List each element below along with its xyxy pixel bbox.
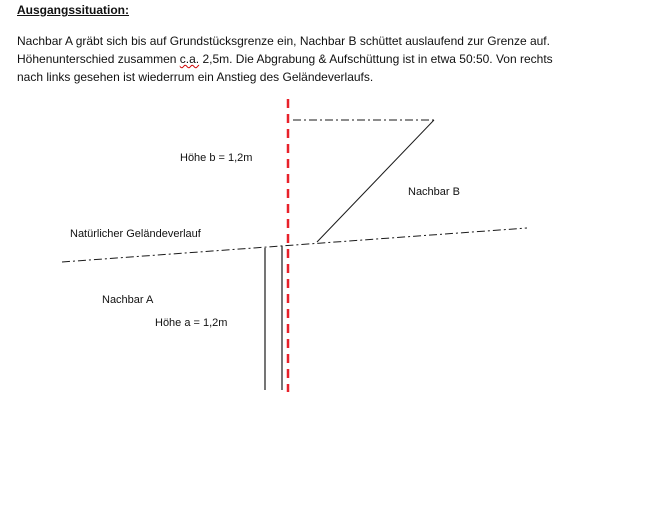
label-height-b: Höhe b = 1,2m — [180, 152, 253, 164]
description-line-2-post: 2,5m. Die Abgrabung & Aufschüttung ist in etwa 50:50. Von rechts — [199, 52, 553, 66]
spellcheck-marked-word: c.a. — [179, 52, 200, 66]
label-neighbor-b: Nachbar B — [408, 186, 460, 198]
description-line-1: Nachbar A gräbt sich bis auf Grundstücksgrenze ein, Nachbar B schüttet auslaufend zur Grenze auf. — [17, 34, 550, 48]
label-natural-terrain: Natürlicher Geländeverlauf — [70, 228, 201, 240]
fill-slope-line — [317, 120, 434, 242]
label-neighbor-a: Nachbar A — [102, 294, 154, 306]
heading: Ausgangssituation: — [17, 3, 130, 17]
description-line-3: nach links gesehen ist wiederrum ein Anstieg des Geländeverlaufs. — [17, 70, 374, 84]
label-height-a: Höhe a = 1,2m — [155, 317, 228, 329]
description-line-2-pre: Höhenunterschied zusammen — [17, 52, 180, 66]
